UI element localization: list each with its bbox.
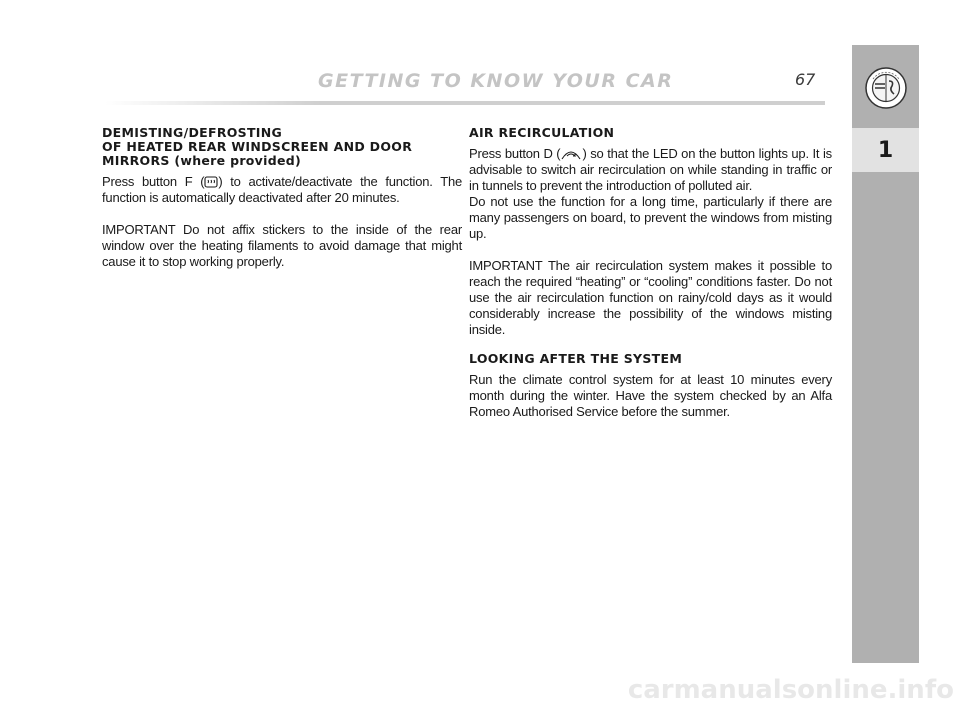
header-rule (105, 101, 825, 105)
rear-defrost-icon (204, 175, 218, 189)
air-recirculation-icon (560, 147, 582, 161)
alfa-romeo-badge-icon (865, 67, 907, 109)
paragraph-long-time-warning: Do not use the function for a long time, particularly if there are many passengers on board, to prevent the windows from misting up. (469, 194, 832, 241)
paragraph-looking-after: Run the climate control system for at least 10 minutes every month during the winter. Have the system checked by an Alfa Romeo Authorised Service before the summer. (469, 372, 832, 419)
section-heading-looking-after: LOOKING AFTER THE SYSTEM (469, 351, 683, 366)
left-column (102, 126, 462, 270)
right-column (469, 126, 832, 420)
chapter-number: 1 (852, 128, 919, 172)
page-number: 67 (795, 70, 816, 89)
paragraph-air-recirculation: Press button D ( ) so that the LED on the button lights up. It is advisable to switch air recirculation on while standing in traffic or in tunnels to prevent the introduction of polluted air. (469, 146, 832, 193)
section-heading-air-recirculation: AIR RECIRCULATION (469, 125, 615, 140)
section-heading-demisting: DEMISTING/DEFROSTING OF HEATED REAR WINDSCREEN AND DOOR MIRRORS (where provided) (102, 125, 413, 168)
paragraph-important-stickers: IMPORTANT Do not affix stickers to the inside of the rear window over the heating filaments to avoid damage that might cause it to stop working properly. (102, 222, 462, 269)
paragraph-demisting: Press button F ( ) to activate/deactivate the function. The function is automatically deactivated after 20 minutes. (102, 174, 462, 205)
paragraph-important-recirculation: IMPORTANT The air recirculation system makes it possible to reach the required “heating” or “cooling” conditions faster. Do not use the air recirculation function on rainy/cold days as it would considerably increase the possibility of the windows misting inside. (469, 258, 832, 337)
watermark: carmanualsonline.info (627, 675, 954, 705)
page-header-title: GETTING TO KNOW YOUR CAR (318, 70, 674, 92)
